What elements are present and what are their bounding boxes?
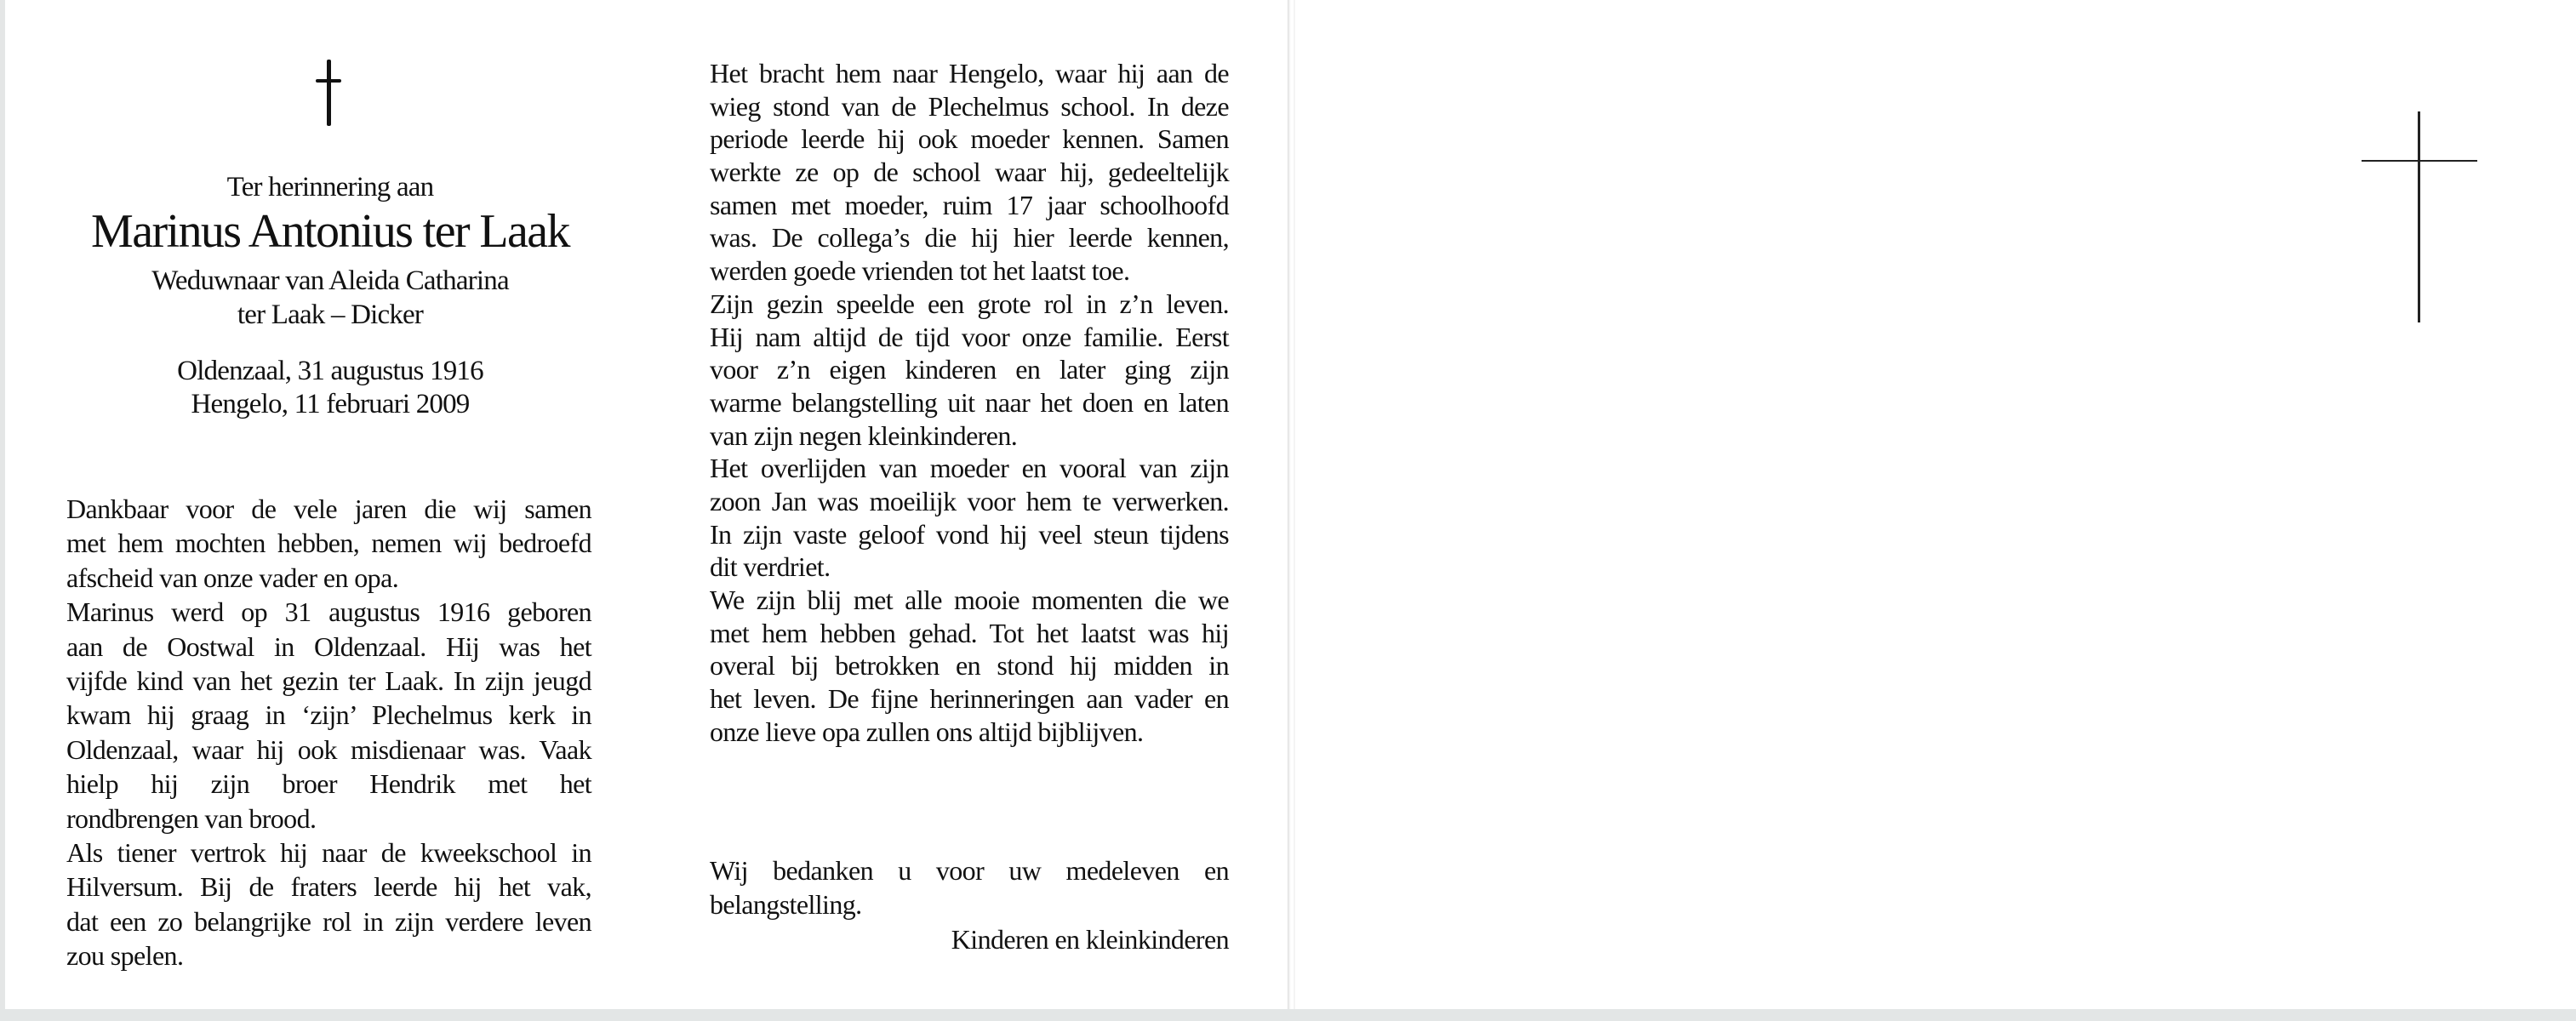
- spouse-line-1: Weduwnaar van Aleida Catharina: [151, 265, 509, 296]
- text-line: met hem hebben gehad. Tot het laatst was hij: [710, 617, 1229, 648]
- text-line: afscheid van onze vader en opa.: [66, 562, 399, 593]
- card-fold-shadow: [1294, 0, 1295, 1021]
- deceased-name: Marinus Antonius ter Laak: [91, 205, 569, 258]
- text-line: samen met moeder, ruim 17 jaar schoolhoofd: [710, 189, 1229, 220]
- death-date: Hengelo, 11 februari 2009: [191, 389, 470, 419]
- text-line: In zijn vaste geloof vond hij veel steun tijdens: [710, 518, 1229, 550]
- right-text-column: [710, 57, 1229, 748]
- thanks-line-2: belangstelling.: [710, 889, 862, 920]
- card-left-edge: [0, 0, 5, 1021]
- text-line: dat een zo belangrijke rol in zijn verdere leven: [66, 905, 591, 937]
- signature: Kinderen en kleinkinderen: [951, 924, 1229, 955]
- text-line: aan de Oostwal in Oldenzaal. Hij was het: [66, 630, 591, 662]
- text-line: werden goede vrienden tot het laatst toe.: [710, 255, 1130, 287]
- text-line: vijfde kind van het gezin ter Laak. In zijn jeugd: [66, 665, 591, 696]
- text-line: van zijn negen kleinkinderen.: [710, 419, 1018, 451]
- text-line: Hilversum. Bij de fraters leerde hij het vak,: [66, 871, 591, 903]
- text-line: Het bracht hem naar Hengelo, waar hij aan de: [710, 58, 1229, 88]
- text-line: hielp hij zijn broer Hendrik met het: [66, 768, 591, 800]
- text-line: Hij nam altijd de tijd voor onze familie. Eerst: [710, 321, 1229, 352]
- scan-bottom-edge: [0, 1009, 2576, 1021]
- text-line: onze lieve opa zullen ons altijd bijblijven.: [710, 716, 1144, 747]
- text-line: Oldenzaal, waar hij ook misdienaar was. Vaak: [66, 733, 591, 765]
- text-line: Het overlijden van moeder en vooral van zijn: [710, 453, 1229, 484]
- text-line: We zijn blij met alle mooie momenten die we: [710, 585, 1229, 615]
- intro-text: Ter herinnering aan: [226, 172, 434, 202]
- text-line: warme belangstelling uit naar het doen en laten: [710, 386, 1229, 418]
- text-line: werkte ze op de school waar hij, gedeeltelijk: [710, 157, 1229, 188]
- text-line: dit verdriet.: [710, 551, 831, 583]
- text-line: Marinus werd op 31 augustus 1916 geboren: [66, 596, 591, 628]
- text-line: overal bij betrokken en stond hij midden in: [710, 650, 1229, 682]
- birth-date: Oldenzaal, 31 augustus 1916: [177, 356, 483, 386]
- card-fold: [1288, 0, 1291, 1021]
- cross-icon: [316, 60, 341, 126]
- back-cross-icon: [2362, 111, 2477, 322]
- text-line: kwam hij graag in ‘zijn’ Plechelmus kerk in: [66, 699, 591, 731]
- text-line: rondbrengen van brood.: [66, 802, 317, 834]
- thanks-line-1: Wij bedanken u voor uw medeleven en: [710, 855, 1229, 886]
- text-line: voor z’n eigen kinderen en later ging zijn: [710, 354, 1229, 385]
- text-line: periode leerde hij ook moeder kennen. Samen: [710, 123, 1229, 155]
- left-text-column: [66, 492, 591, 973]
- text-line: Zijn gezin speelde een grote rol in z’n leven.: [710, 288, 1229, 319]
- spouse-line-2: ter Laak – Dicker: [237, 299, 424, 330]
- text-line: was. De collega’s die hij hier leerde kennen,: [710, 222, 1229, 254]
- text-line: het leven. De fijne herinneringen aan vader en: [710, 683, 1229, 715]
- text-line: zou spelen.: [66, 940, 184, 972]
- text-line: zoon Jan was moeilijk voor hem te verwerken.: [710, 485, 1229, 516]
- text-line: met hem mochten hebben, nemen wij bedroefd: [66, 528, 591, 559]
- text-line: wieg stond van de Plechelmus school. In deze: [710, 90, 1229, 122]
- text-line: Dankbaar voor de vele jaren die wij samen: [66, 493, 591, 524]
- text-line: Als tiener vertrok hij naar de kweekschool in: [66, 836, 591, 868]
